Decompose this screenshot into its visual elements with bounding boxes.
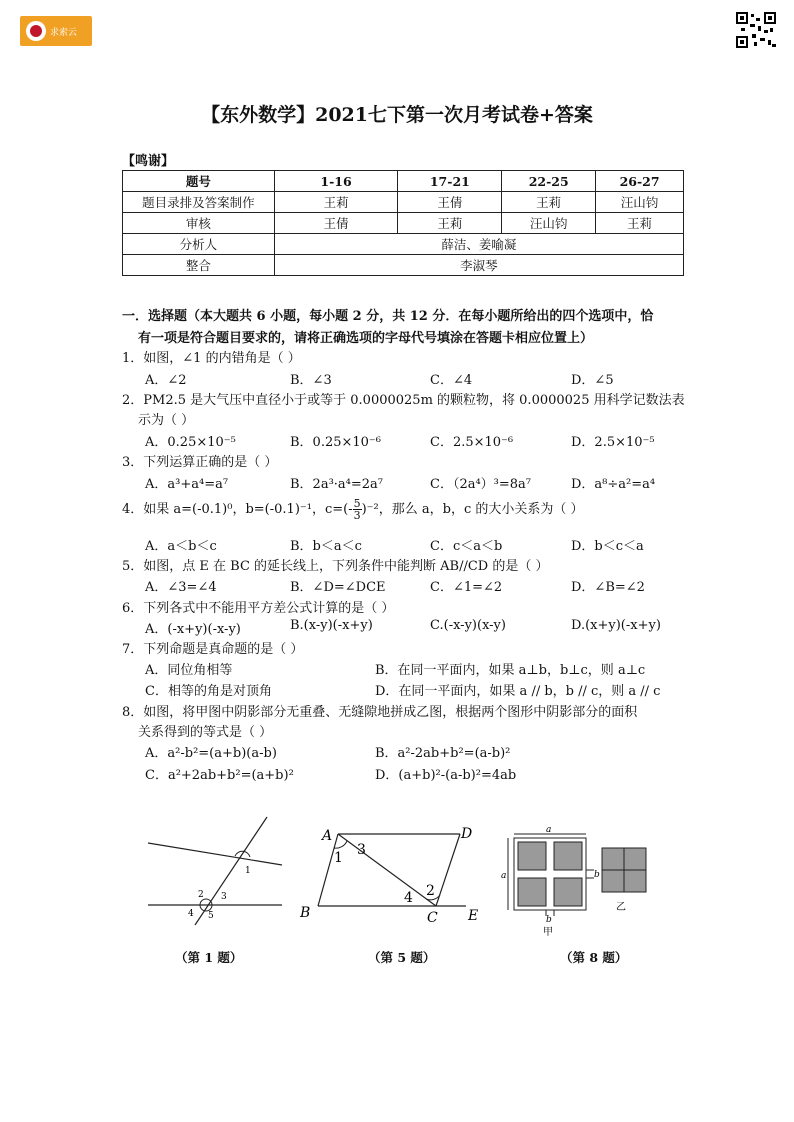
option: D．∠B=∠2 xyxy=(571,580,645,595)
question-8: 8．如图，将甲图中阴影部分无重叠、无缝隙地拼成乙图，根据两个图形中阴影部分的面积 xyxy=(122,705,638,720)
point-label: A xyxy=(322,828,333,844)
option: C．相等的角是对顶角 xyxy=(145,684,272,699)
table-cell: 17-21 xyxy=(398,171,502,192)
figure-1-caption: （第 1 题） xyxy=(175,950,243,965)
table-cell: 王倩 xyxy=(398,192,502,213)
option: D．∠5 xyxy=(571,373,614,388)
question-4-text: 4．如果 a=(-0.1)⁰，b=(-0.1)⁻¹，c=(- xyxy=(122,502,353,517)
point-label: E xyxy=(468,908,479,924)
option: A．a²-b²=(a+b)(a-b) xyxy=(145,746,277,761)
angle-label: 4 xyxy=(188,909,194,919)
angle-label: 3 xyxy=(221,892,227,902)
option: A．a³+a⁴=a⁷ xyxy=(145,477,229,492)
angle-label: 1 xyxy=(334,850,343,866)
table-row xyxy=(123,213,684,234)
option: D．在同一平面内，如果 a // b，b // c，则 a // c xyxy=(375,684,661,699)
figure-1-diagram xyxy=(140,815,290,930)
table-row xyxy=(123,255,684,276)
option: C．∠1=∠2 xyxy=(430,580,503,595)
dimension-label: a xyxy=(546,825,552,835)
table-header-row xyxy=(123,171,684,192)
table-cell: 26-27 xyxy=(596,171,684,192)
table-row xyxy=(123,192,684,213)
table-cell: 汪山钧 xyxy=(502,213,596,234)
option: B.(x-y)(-x+y) xyxy=(290,618,373,633)
figure-8-caption: （第 8 题） xyxy=(560,950,628,965)
angle-label: 4 xyxy=(404,890,413,906)
angle-label: 5 xyxy=(208,911,214,921)
fraction xyxy=(353,498,362,521)
qr-code-icon xyxy=(736,12,776,48)
page-title: 【东外数学】2021七下第一次月考试卷+答案 xyxy=(201,104,593,126)
brand-logo xyxy=(20,16,92,46)
option: A．同位角相等 xyxy=(145,663,233,678)
option: C．（2a⁴）³=8a⁷ xyxy=(430,477,532,492)
question-1: 1．如图，∠1 的内错角是（ ） xyxy=(122,351,301,366)
table-cell: 1-16 xyxy=(274,171,398,192)
table-cell: 题目录排及答案制作 xyxy=(123,192,275,213)
option: B．∠3 xyxy=(290,373,332,388)
logo-flower-icon xyxy=(26,21,46,41)
angle-label: 2 xyxy=(426,883,435,899)
option: C．a²+2ab+b²=(a+b)² xyxy=(145,768,294,783)
table-cell: 题号 xyxy=(123,171,275,192)
option: A．∠3=∠4 xyxy=(145,580,217,595)
question-7: 7．下列命题是真命题的是（ ） xyxy=(122,642,304,657)
logo-text: 求索云 xyxy=(50,27,78,38)
table-row xyxy=(123,234,684,255)
option: D．b＜c＜a xyxy=(571,539,644,554)
table-cell: 分析人 xyxy=(123,234,275,255)
table-cell: 王莉 xyxy=(398,213,502,234)
question-4 xyxy=(122,498,584,521)
figure-5-caption: （第 5 题） xyxy=(368,950,436,965)
angle-label: 2 xyxy=(198,890,204,900)
acknowledgement-label: 【鸣谢】 xyxy=(122,154,175,169)
section-heading: 一．选择题（本大题共 6 小题，每小题 2 分，共 12 分．在每小题所给出的四个选项中，恰 xyxy=(122,309,654,324)
figure-label: 乙 xyxy=(616,902,626,913)
question-2-cont: 示为（ ） xyxy=(138,413,195,428)
option: A．(-x+y)(-x-y) xyxy=(145,622,241,637)
credits-table xyxy=(122,170,684,276)
point-label: B xyxy=(300,905,311,921)
table-cell: 王莉 xyxy=(502,192,596,213)
figure-8-diagram xyxy=(498,822,658,940)
question-5: 5．如图，点 E 在 BC 的延长线上，下列条件中能判断 AB//CD 的是（ ） xyxy=(122,559,549,574)
dimension-label: a xyxy=(501,871,507,881)
option: B．0.25×10⁻⁶ xyxy=(290,435,382,450)
point-label: C xyxy=(427,910,438,926)
table-cell: 王倩 xyxy=(274,213,398,234)
angle-label: 1 xyxy=(245,866,251,876)
option: B．在同一平面内，如果 a⊥b，b⊥c，则 a⊥c xyxy=(375,663,646,678)
question-6: 6．下列各式中不能用平方差公式计算的是（ ） xyxy=(122,601,395,616)
option: A．∠2 xyxy=(145,373,187,388)
option: C．c＜a＜b xyxy=(430,539,503,554)
table-cell: 李淑琴 xyxy=(274,255,683,276)
table-cell: 整合 xyxy=(123,255,275,276)
table-cell: 王莉 xyxy=(596,213,684,234)
table-cell: 审核 xyxy=(123,213,275,234)
option: D．2.5×10⁻⁵ xyxy=(571,435,655,450)
option: C．2.5×10⁻⁶ xyxy=(430,435,514,450)
option: C．∠4 xyxy=(430,373,473,388)
option: D.(x+y)(-x+y) xyxy=(571,618,661,633)
option: C.(-x-y)(x-y) xyxy=(430,618,506,633)
point-label: D xyxy=(461,826,473,842)
denominator: 3 xyxy=(353,509,361,522)
option: B．∠D=∠DCE xyxy=(290,580,386,595)
question-3: 3．下列运算正确的是（ ） xyxy=(122,455,278,470)
figure-5-diagram xyxy=(296,820,486,930)
option: A．a＜b＜c xyxy=(145,539,217,554)
numerator: 5 xyxy=(353,497,361,510)
option: B．2a³·a⁴=2a⁷ xyxy=(290,477,384,492)
angle-label: 3 xyxy=(357,842,366,858)
table-cell: 王莉 xyxy=(274,192,398,213)
question-4-text: )⁻²，那么 a，b，c 的大小关系为（ ） xyxy=(361,502,584,517)
option: D．a⁸÷a²=a⁴ xyxy=(571,477,656,492)
section-heading-cont: 有一项是符合题目要求的，请将正确选项的字母代号填涂在答题卡相应位置上） xyxy=(138,331,594,346)
option: B．b＜a＜c xyxy=(290,539,362,554)
figure-label: 甲 xyxy=(543,927,553,938)
option: D．(a+b)²-(a-b)²=4ab xyxy=(375,768,517,783)
question-8-cont: 关系得到的等式是（ ） xyxy=(138,725,273,740)
table-cell: 薛洁、姜喻凝 xyxy=(274,234,683,255)
option: B．a²-2ab+b²=(a-b)² xyxy=(375,746,511,761)
table-cell: 22-25 xyxy=(502,171,596,192)
dimension-label: b xyxy=(594,870,600,880)
table-cell: 汪山钧 xyxy=(596,192,684,213)
dimension-label: b xyxy=(546,915,552,925)
option: A．0.25×10⁻⁵ xyxy=(145,435,236,450)
question-2: 2．PM2.5 是大气压中直径小于或等于 0.0000025m 的颗粒物，将 0.0000025 用科学记数法表 xyxy=(122,393,685,408)
